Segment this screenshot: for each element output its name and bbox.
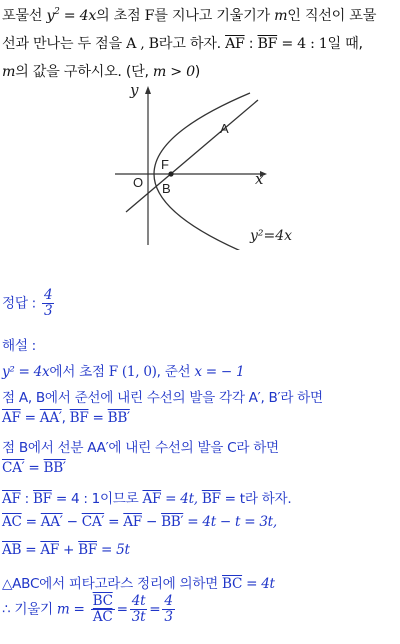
seg: $\overline{AC}$: [2, 514, 22, 530]
numerator: 4: [164, 593, 173, 609]
solution-title: 해설 :: [2, 338, 36, 354]
slope-eq: m =: [56, 601, 85, 618]
seg: $\overline{AF}$: [123, 514, 142, 530]
seg: $\overline{BC}$: [222, 576, 243, 592]
fraction-4-3: [162, 594, 174, 625]
solution-line-8: [2, 542, 130, 558]
fraction-bc-ac: [91, 594, 115, 625]
problem-text: 의 값을 구하시오. (단,: [15, 64, 153, 80]
seg: BB′: [107, 410, 130, 426]
answer-denominator: 3: [44, 303, 53, 319]
text: ∴ 기울기: [2, 601, 57, 618]
points-label: A , B: [126, 36, 159, 52]
seg: $\overline{BF}$: [69, 410, 89, 426]
seg: CA′: [2, 460, 25, 476]
seg: BB′: [161, 514, 184, 530]
parabola-figure: [110, 80, 330, 250]
curve-label: y²=4x: [250, 228, 293, 244]
eq-rest: = 4x: [59, 8, 97, 24]
eq-exponent: 2: [54, 7, 60, 17]
solution-line-10: [2, 594, 177, 625]
equals: =: [116, 601, 128, 618]
condition: m > 0: [152, 64, 195, 80]
text: = t라 하자.: [220, 491, 292, 507]
problem-text: ): [194, 64, 201, 80]
numerator: 4t: [131, 593, 146, 609]
problem-line-2: [2, 30, 396, 58]
problem-line-1: [2, 2, 396, 30]
text: =: [21, 542, 41, 558]
problem-text: 선과 만나는 두 점을: [2, 36, 127, 52]
seg: $\overline{AF}$: [2, 410, 21, 426]
point-f-label: F: [161, 157, 169, 172]
solution-line-3: [2, 410, 130, 426]
seg: AA′: [39, 410, 62, 426]
directrix: x = − 1: [194, 364, 245, 380]
point-b-label: B: [162, 181, 171, 196]
seg: $\overline{BF}$: [201, 491, 221, 507]
focus-label: F: [144, 8, 155, 24]
slope-variable: m: [2, 64, 16, 80]
text: △ABC에서 피타고라스 정리에 의하면: [2, 576, 223, 592]
text: +: [59, 542, 79, 558]
text: −: [62, 514, 82, 530]
text: = 5t: [96, 542, 130, 558]
text: =: [21, 514, 41, 530]
segment-af: $\overline{AF}$: [225, 36, 245, 52]
y-axis-label: y: [130, 81, 139, 99]
text: = 4 : 1이므로: [51, 491, 143, 507]
solution-line-9: [2, 572, 275, 592]
problem-text: 라고 하자.: [158, 36, 226, 52]
seg: $\overline{BF}$: [32, 491, 52, 507]
eq-y: y: [46, 8, 55, 24]
solution-line-2: 점 A, B에서 준선에 내린 수선의 발을 각각 A′, B′라 하면: [2, 390, 323, 406]
secant-line: [126, 100, 258, 212]
numerator: $\overline{BC}$: [92, 593, 113, 609]
seg: AA′: [40, 514, 63, 530]
problem-text: 일 때,: [327, 36, 363, 52]
problem-text: 포물선: [2, 8, 47, 24]
seg: $\overline{BF}$: [78, 542, 97, 558]
text: =: [20, 410, 40, 426]
focus-coord: F (1, 0): [108, 364, 157, 380]
text: =: [104, 514, 124, 530]
slope-variable: m: [274, 8, 288, 24]
problem-statement: [2, 2, 396, 86]
problem-text: 인 직선이 포물: [287, 8, 377, 24]
text: = 4t,: [161, 491, 202, 507]
solution-line-4: 점 B에서 선분 AA′에 내린 수선의 발을 C라 하면: [2, 440, 279, 456]
denominator: AC: [92, 609, 113, 625]
seg: $\overline{AF}$: [142, 491, 162, 507]
segment-bf: $\overline{BF}$: [257, 36, 278, 52]
text: , 준선: [156, 364, 195, 380]
fraction-4t-3t: [130, 594, 148, 625]
text: −: [141, 514, 162, 530]
solution-line-5: [2, 460, 66, 476]
denominator: 3: [164, 609, 173, 625]
solution-line-6: [2, 487, 291, 507]
seg: CA′: [81, 514, 105, 530]
problem-text: 의 초점: [96, 8, 145, 24]
answer-numerator: 4: [44, 287, 53, 303]
answer-label: 정답 :: [2, 295, 40, 312]
solution-line-7: [2, 514, 277, 530]
text: = 4t − t = 3t,: [183, 514, 277, 530]
text: = 4t: [242, 576, 275, 592]
text: 에서 초점: [49, 364, 109, 380]
equation: [46, 8, 96, 24]
problem-text: 를 지나고 기울기가: [154, 8, 275, 24]
origin-label: O: [133, 175, 144, 190]
seg: $\overline{AF}$: [2, 491, 21, 507]
point-a-label: A: [220, 121, 229, 136]
seg: $\overline{AF}$: [40, 542, 60, 558]
y-axis-arrow: [145, 86, 151, 94]
equals: =: [149, 601, 161, 618]
seg: $\overline{AB}$: [2, 542, 22, 558]
eq: y² = 4x: [2, 364, 50, 380]
text: =: [24, 460, 44, 476]
answer-fraction: [42, 288, 54, 319]
x-axis-label: x: [255, 170, 264, 188]
focus-point: [168, 171, 173, 176]
text: =: [88, 410, 108, 426]
colon: :: [244, 36, 258, 52]
answer-line: [2, 288, 56, 319]
solution-line-1: [2, 360, 244, 380]
denominator: 3t: [131, 609, 146, 625]
seg: BB′: [43, 460, 66, 476]
ratio: = 4 : 1: [277, 36, 328, 52]
text: :: [20, 491, 33, 507]
text: ,: [61, 410, 70, 426]
